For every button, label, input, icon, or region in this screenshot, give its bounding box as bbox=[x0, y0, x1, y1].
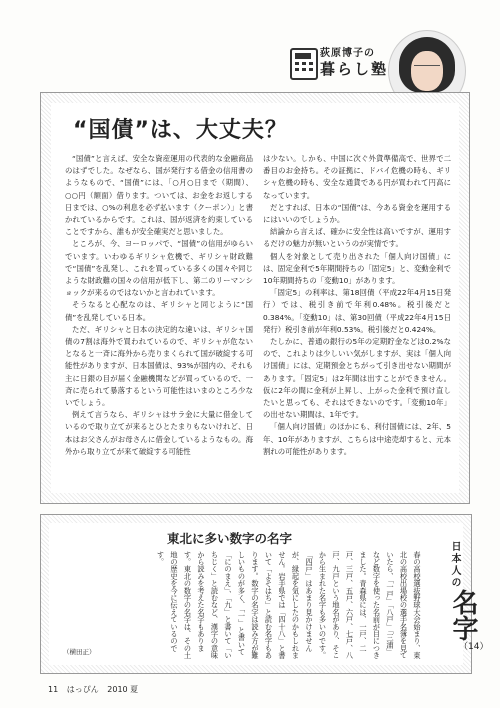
paragraph: 個人を対象として売り出された「個人向け国債」には、固定金利で5年期間持ちの「固定5」と、変動金利で10年期間持ちの「変動10」があります。 bbox=[263, 251, 451, 286]
vertical-text-block bbox=[99, 551, 424, 661]
article-box bbox=[40, 92, 470, 504]
magazine-name: はっぴん bbox=[66, 685, 99, 694]
brand-name: 荻原博子の bbox=[320, 48, 375, 59]
paragraph: 結論から言えば、確かに安全性は高いですが、運用するだけの魅力が無いというのが実情です。 bbox=[263, 227, 451, 249]
paragraph: ただ、ギリシャと日本の決定的な違いは、ギリシャ国債の7割は海外で買われているので、ギリシャが危ないとなると一斉に海外から売りまくられて国が破綻する可能性がありますが、日本国債は、93%が国内の、それも主に日銀の目が届く金融機関などが買っているので、一斉に売られて暴落するという可能性はいまのところ少ないでしょう。 bbox=[65, 324, 253, 408]
series-number: （14） bbox=[459, 642, 489, 652]
brand-title: 暮らし塾 bbox=[320, 60, 389, 78]
series-title bbox=[441, 541, 487, 661]
paragraph: 「固定5」の利率は、第18回債（平成22年4月15日発行）では、税引き前で年利0.48%。税引後だと0.384%。「変動10」は、第30回債（平成22年4月15日発行）税引き前が年利0.53%。税引後だと0.424%。 bbox=[263, 288, 451, 334]
calculator-icon bbox=[290, 48, 318, 80]
series-big-title: 名字 bbox=[448, 589, 478, 641]
article-column-right bbox=[263, 153, 451, 458]
paragraph: “国債”と言えば、安全な資産運用の代表的な金融商品のはずでした。なぜなら、国が発行する借金の信用書のようなもので、“国債”には、「○月○日まで（期間）、○○円（額面）借ります。ついては、お金をお返しする日までは、○%の利息を必ず払います（クーポン）」と書かれているからです。これは、国が返済を約束していることですから、誰もが安全確実だと思いました。 bbox=[65, 154, 253, 237]
issue-label: 2010 夏 bbox=[107, 685, 139, 694]
paragraph: 例えて言うなら、ギリシャはサラ金に大量に借金しているので取り立てが来るとひとたまりもないけれど、日本はお父さんがお母さんに借金しているようなもの。海外から取り立てが来て破綻する可能性 bbox=[65, 410, 253, 456]
column-subtitle: 東北に多い数字の名字 bbox=[167, 531, 293, 546]
page-number: 11 bbox=[48, 685, 59, 694]
paragraph: は少ない。しかも、中国に次ぐ外貨準備高で、世界で二番目のお金持ち。その証拠に、ドバイ危機の時も、ギリシャ危機の時も、安全な通貨である円が買われて円高になっています。 bbox=[263, 154, 451, 200]
series-label: 日本人の bbox=[449, 541, 460, 589]
byline: （横田正） bbox=[63, 648, 96, 656]
article-column-left bbox=[65, 153, 253, 458]
paragraph: たしかに、普通の銀行の5年の定期貯金などは0.2%なので、これよりは少しいい気がしますが、実は「個人向け国債」には、定期預金とちがって引き出せない期間があります。「固定5」は2年間は出すことができません。仮に2年の間に金利が上昇し、上がった金利で預け直したいと思っても、それはできないのです。「変動10年」の出せない期間は、1年です。 bbox=[263, 337, 451, 420]
paragraph: そうなると心配なのは、ギリシャと同じように“国債”を乱発している日本。 bbox=[65, 300, 253, 322]
paragraph: だとすれば、日本の“国債”は、今ある資金を運用するにはいいのでしょうか。 bbox=[263, 202, 451, 225]
paragraph: ところが、今、ヨーロッパで、“国債”の信用がゆらいでいます。いわゆるギリシャ危機で、ギリシャ財政難で“国債”を乱発し、これを買っている多くの国々や同じような財政難の国々の信用が低下し、第二のリーマンショックが来るのではないかと言われています。 bbox=[65, 239, 253, 298]
paragraph: 「個人向け国債」のほかにも、利付国債には、2年、5年、10年がありますが、こちらは中途売却すると、元本割れの可能性があります。 bbox=[263, 422, 451, 456]
article-title: “国債”は、大丈夫？ bbox=[73, 118, 288, 143]
column-body: 春の高校選抜野球大会始まり、東北の高校出場校の選手名簿を見ていたら、「一戸」「八戸」「三浦」など数字を使った名前が目につきました。青森県には、一戸、二戸、三戸、五戸、六戸、七戸、八戸、九戸という地名があり、そこから生まれた名字も多いのです。「四戸」はあまり見かけませんが、縁起を気にしたのかもしれません。岩手県では「四十八」と書いて「よそはち」と読む名字もあります。数字の名字は読み方が難しいものが多く、「一」と書いて「にのまえ」、「九」と書いて「いちじく」と読むなど、漢字の意味から読みを考えた名字もあります。東北の数字の名字は、その土地の歴史を今に伝えているのです。 bbox=[156, 551, 422, 659]
page-footer bbox=[48, 684, 144, 695]
surname-column-box bbox=[40, 514, 489, 674]
